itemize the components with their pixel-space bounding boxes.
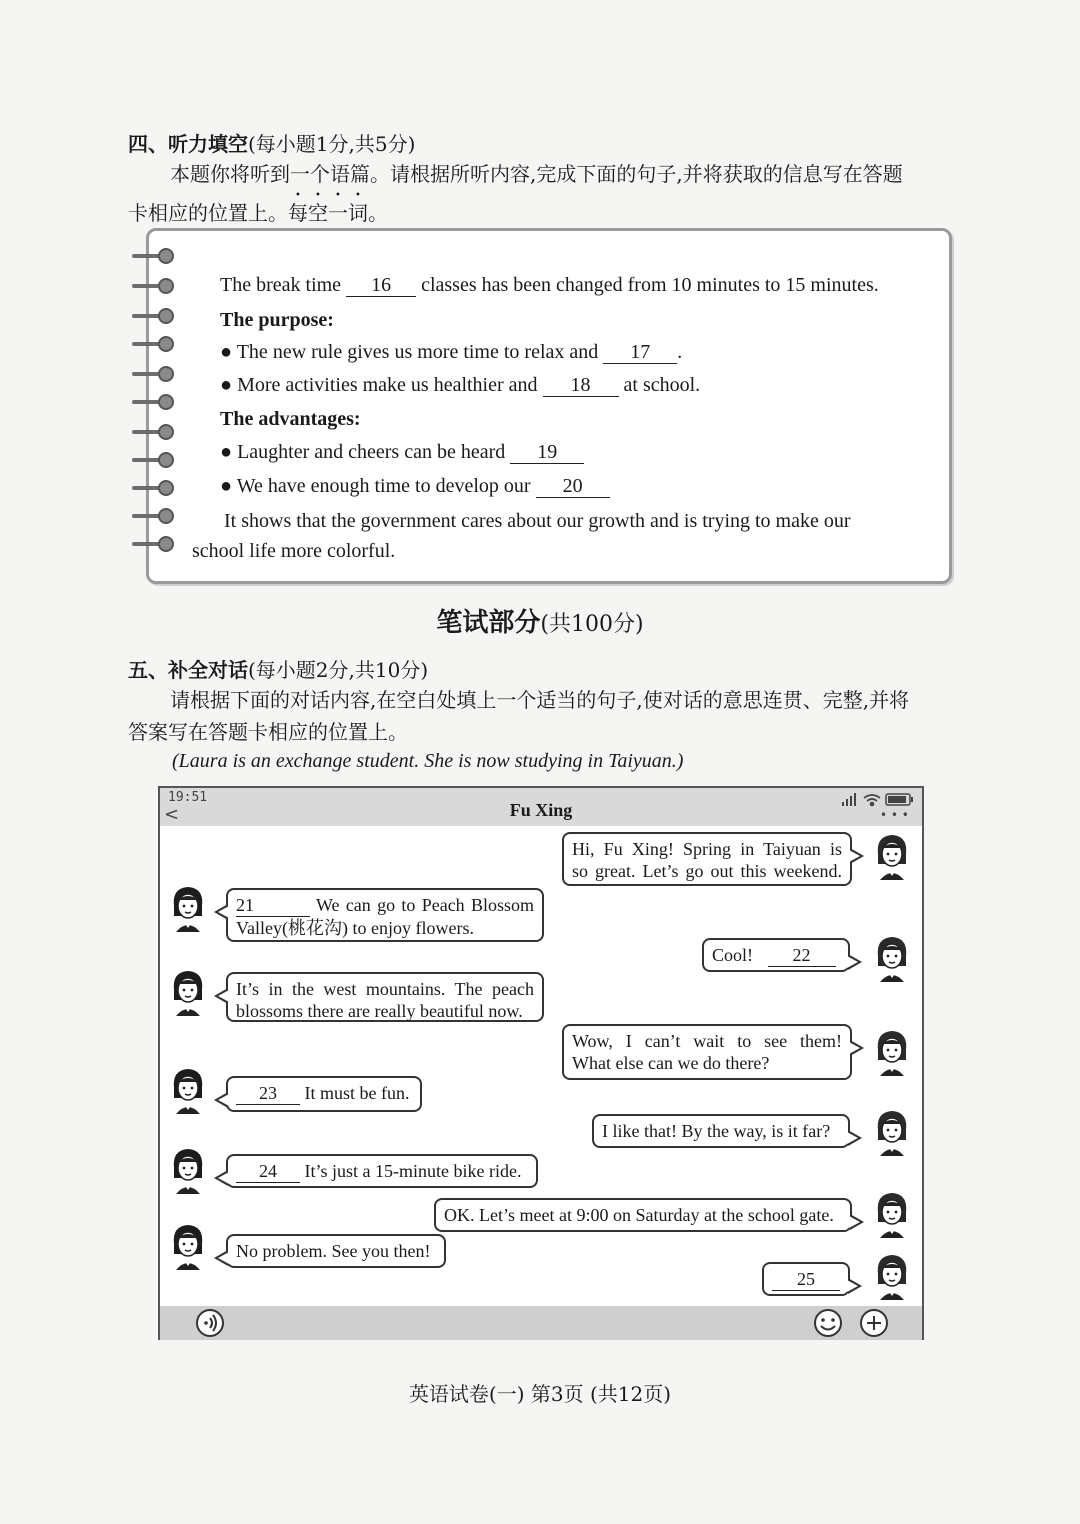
message-line: OK. Let’s meet at 9:00 on Saturday at the school gate. (444, 1205, 834, 1225)
section5-instruction-line1: 请根据下面的对话内容,在空白处填上一个适当的句子,使对话的意思连贯、完整,并将 (170, 688, 910, 712)
purpose-bullet-18 (220, 374, 700, 397)
section4-title: 四、听力填空 (128, 132, 248, 156)
blank-23[interactable]: 23 (236, 1082, 300, 1105)
blank-25[interactable]: 25 (772, 1268, 840, 1291)
advantages-heading: The advantages: (220, 408, 361, 430)
written-part-title: 笔试部分 (436, 608, 541, 638)
message-laura-23 (226, 1076, 422, 1112)
avatar-laura (168, 884, 208, 932)
message-line: It’s just a 15-minute bike ride. (304, 1161, 522, 1181)
avatar-laura (168, 1222, 208, 1270)
spiral-ring-icon (132, 366, 180, 382)
listening-line-16 (220, 274, 879, 297)
message-laura-3 (226, 1234, 446, 1268)
blank-24[interactable]: 24 (236, 1160, 300, 1183)
spiral-ring-icon (132, 508, 180, 524)
line-text: classes has been changed from 10 minutes to 15 minutes. (421, 274, 879, 296)
written-part-score: (共100分) (540, 612, 644, 637)
spiral-ring-icon (132, 424, 180, 440)
message-line: Hi, Fu Xing! Spring in Taiyuan is (572, 839, 842, 859)
avatar-fuxing (872, 832, 912, 880)
line-text: ● We have enough time to develop our (220, 475, 531, 497)
back-arrow-icon[interactable]: < (164, 804, 180, 825)
blank-18[interactable]: 18 (543, 374, 619, 397)
line-text: The break time (220, 274, 342, 296)
line-text: ● Laughter and cheers can be heard (220, 441, 506, 463)
add-icon[interactable] (858, 1308, 890, 1338)
section5-instruction-line2: 答案写在答题卡相应的位置上。 (128, 720, 408, 744)
purpose-heading: The purpose: (220, 309, 334, 331)
chat-contact-name: Fu Xing (509, 800, 573, 820)
purpose-bullet-17 (220, 341, 682, 364)
section5-heading (128, 654, 428, 683)
blank-20[interactable]: 20 (536, 475, 610, 498)
message-line: It must be fun. (304, 1083, 410, 1103)
message-laura-2 (226, 972, 544, 1022)
chat-phone-frame (158, 786, 924, 1340)
avatar-fuxing (872, 934, 912, 982)
avatar-laura (168, 968, 208, 1016)
dialogue-context: (Laura is an exchange student. She is now studying in Taiyuan.) (172, 750, 684, 772)
message-line: I like that! By the way, is it far? (602, 1121, 831, 1141)
blank-17[interactable]: 17 (603, 341, 677, 364)
message-fuxing-5 (434, 1198, 852, 1232)
spiral-ring-icon (132, 336, 180, 352)
status-time: 19:51 (168, 790, 208, 805)
message-laura-24 (226, 1154, 538, 1188)
spiral-ring-icon (132, 452, 180, 468)
closing-line1: It shows that the government cares about our growth and is trying to make our (224, 510, 851, 532)
message-line: blossoms there are really beautiful now. (236, 1001, 523, 1021)
more-options-icon[interactable]: • • • (880, 808, 909, 822)
message-line: Cool! (712, 945, 754, 965)
battery-icon (886, 794, 913, 805)
spiral-ring-icon (132, 278, 180, 294)
avatar-fuxing (872, 1252, 912, 1300)
section5-score-note: (每小题2分,共10分) (248, 658, 429, 682)
section4-instruction-line1: 本题你将听到一个语篇。请根据所听内容,完成下面的句子,并将获取的信息写在答题 (170, 162, 903, 186)
blank-22[interactable]: 22 (768, 944, 836, 967)
message-line: It’s in the west mountains. The peach (236, 979, 534, 999)
line-text: at school. (623, 374, 701, 396)
line-text: . (677, 341, 683, 363)
emoji-icon[interactable] (812, 1308, 844, 1338)
spiral-ring-icon (132, 394, 180, 410)
section4-heading (128, 128, 415, 157)
wifi-icon (864, 795, 880, 806)
message-line: Valley(桃花沟) to enjoy flowers. (236, 918, 474, 938)
instruction-period: 。 (368, 201, 388, 225)
page-footer: 英语试卷(一) 第3页 (共12页) (408, 1382, 672, 1406)
message-line: No problem. See you then! (236, 1241, 431, 1261)
voice-icon[interactable] (194, 1308, 226, 1338)
message-fuxing-1 (562, 832, 852, 886)
message-line: so great. Let’s go out this weekend. (572, 861, 842, 881)
section4-instruction-line2 (128, 190, 388, 229)
section5-title: 五、补全对话 (128, 658, 248, 682)
message-fuxing-22 (702, 938, 850, 972)
message-fuxing-3 (562, 1024, 852, 1080)
avatar-fuxing (872, 1108, 912, 1156)
spiral-ring-icon (132, 248, 180, 264)
emphasis-text: 每空一词 (288, 201, 368, 225)
spiral-ring-icon (132, 536, 180, 552)
status-icons (838, 792, 916, 808)
message-line: What else can we do there? (572, 1053, 770, 1073)
spiral-ring-icon (132, 480, 180, 496)
line-text: ● More activities make us healthier and (220, 374, 538, 396)
instruction-text: 卡相应的位置上。 (128, 201, 288, 225)
chat-input-bar (160, 1306, 922, 1340)
avatar-laura (168, 1146, 208, 1194)
message-fuxing-4 (592, 1114, 850, 1148)
avatar-fuxing (872, 1190, 912, 1238)
written-part-heading (0, 602, 1080, 639)
spiral-ring-icon (132, 308, 180, 324)
advantage-bullet-19 (220, 441, 584, 464)
chat-header-bar (160, 788, 922, 826)
section4-score-note: (每小题1分,共5分) (248, 132, 416, 156)
avatar-fuxing (872, 1028, 912, 1076)
message-laura-21 (226, 888, 544, 942)
line-text: ● The new rule gives us more time to relax and (220, 341, 599, 363)
avatar-laura (168, 1066, 208, 1114)
closing-line2: school life more colorful. (192, 540, 396, 562)
signal-icon (842, 793, 856, 806)
blank-19[interactable]: 19 (510, 441, 584, 464)
message-line: Wow, I can’t wait to see them! (572, 1031, 842, 1051)
advantage-bullet-20 (220, 475, 610, 498)
message-fuxing-25 (762, 1262, 850, 1296)
blank-21[interactable]: 21 (236, 894, 310, 917)
blank-16[interactable]: 16 (346, 274, 416, 297)
message-line: We can go to Peach Blossom (315, 895, 534, 915)
